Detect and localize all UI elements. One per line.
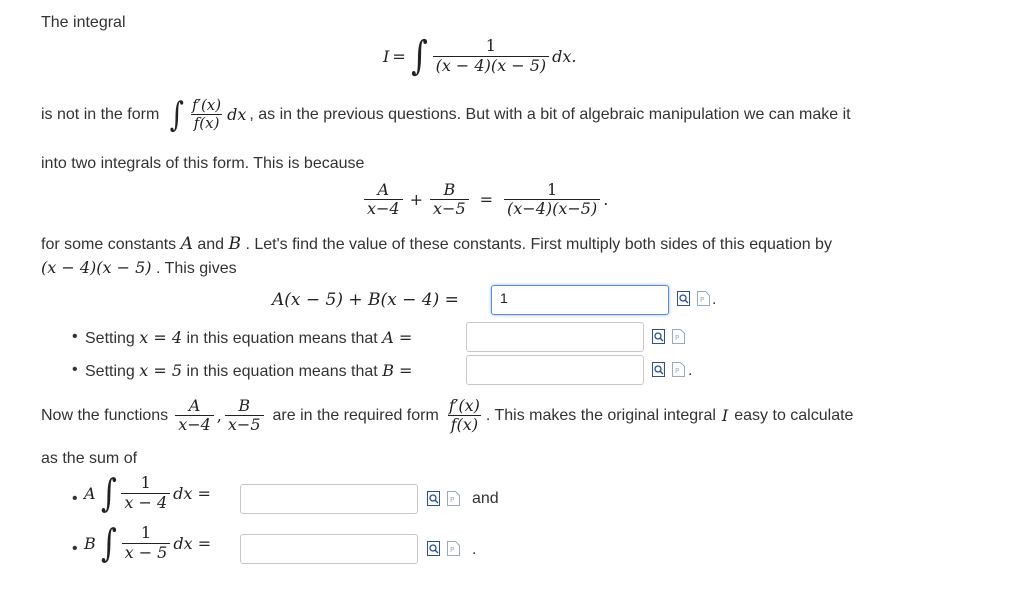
integral-I-display xyxy=(383,33,577,79)
partial-fraction-equation xyxy=(364,181,608,219)
setting-x4-line xyxy=(85,328,412,348)
bullet: • xyxy=(72,328,78,345)
help-doc-icon[interactable] xyxy=(447,491,460,506)
product-expr: (x − 4)(x − 5) xyxy=(41,258,152,277)
one-numerator: 1 xyxy=(547,180,558,199)
dx-label: dx. xyxy=(552,46,577,66)
svg-text:P: P xyxy=(700,296,705,304)
and-text: and xyxy=(197,236,225,253)
xm4-denominator: x−4 xyxy=(364,199,403,218)
equals-sign: = xyxy=(392,46,406,66)
xm5-denominator: x − 5 xyxy=(122,543,171,562)
help-doc-icon[interactable] xyxy=(672,329,685,344)
B-numerator: B xyxy=(238,396,251,415)
period-after-icons: . xyxy=(472,541,477,558)
fx-denominator: f(x) xyxy=(191,114,223,132)
A-value-input[interactable] xyxy=(466,322,644,352)
x-eq-5: x = 5 xyxy=(139,361,183,380)
B-over-xm5-inline xyxy=(225,397,264,435)
integral-sign: ∫ xyxy=(410,33,428,79)
integral-sign: ∫ xyxy=(100,521,117,565)
period-dot: . xyxy=(603,190,609,210)
constants-line xyxy=(41,234,832,254)
help-doc-icon[interactable] xyxy=(697,291,710,306)
integral-A-expr xyxy=(84,471,211,515)
const-A: A xyxy=(180,234,193,254)
xm5-denominator: x−5 xyxy=(430,199,469,218)
multiply-text: . Let's find the value of these constants. First multiply both sides of this equation by xyxy=(245,236,832,253)
one-numerator: 1 xyxy=(140,473,151,493)
xm4-denominator: x−4 xyxy=(175,415,214,434)
period-after-icons: . xyxy=(688,362,693,379)
I-symbol-inline: I xyxy=(721,406,729,426)
denominator: (x − 4)(x − 5) xyxy=(433,56,550,75)
into-two-text: into two integrals of this form. This is because xyxy=(41,155,365,172)
setting-x5-line xyxy=(85,361,412,381)
one-numerator: 1 xyxy=(140,523,152,543)
B-over-xm5 xyxy=(430,181,469,219)
xm5-denominator: x−5 xyxy=(225,415,264,434)
now-functions-text: Now the functions xyxy=(41,406,169,424)
for-some-text: for some constants xyxy=(41,236,177,253)
period-after-icons: . xyxy=(712,291,717,308)
B-eq: B = xyxy=(382,361,413,380)
fprime-numerator: f′(x) xyxy=(448,396,480,415)
easy-text: easy to calculate xyxy=(734,406,854,424)
equals-sign-2: = xyxy=(479,190,494,210)
means-text: in this equation means that xyxy=(186,363,378,380)
fprime-numerator: f′(x) xyxy=(192,96,222,114)
dx-label-form: dx xyxy=(227,105,247,125)
plus-sign: + xyxy=(409,190,424,210)
svg-text:P: P xyxy=(675,367,680,375)
I-symbol: I xyxy=(383,46,390,66)
bullet: • xyxy=(72,490,78,507)
B-value-input[interactable] xyxy=(466,355,644,385)
A-coefficient: A xyxy=(84,483,96,503)
bullet: • xyxy=(72,540,78,557)
help-doc-icon[interactable] xyxy=(447,541,460,556)
svg-text:P: P xyxy=(450,496,455,504)
not-form-rest: , as in the previous questions. But with a bit of algebraic manipulation we can make it xyxy=(249,105,851,123)
one-over-xm5 xyxy=(122,524,171,562)
preview-icon[interactable] xyxy=(427,541,440,556)
equation-answer-input[interactable]: 1 xyxy=(491,285,669,315)
xm4-denominator: x − 4 xyxy=(121,493,170,512)
makes-text: . This makes the original integral xyxy=(485,406,716,424)
dx-equals: dx = xyxy=(173,483,211,503)
not-form-text: is not in the form xyxy=(41,105,160,123)
setting-text: Setting xyxy=(85,363,135,380)
help-doc-icon[interactable] xyxy=(672,362,685,377)
this-gives-text: . This gives xyxy=(155,260,237,277)
integral-sign-small: ∫ xyxy=(170,94,185,135)
integrand-fraction xyxy=(433,37,550,75)
as-sum-text: as the sum of xyxy=(41,450,138,467)
preview-icon[interactable] xyxy=(652,329,665,344)
integral-A-input[interactable] xyxy=(240,484,418,514)
one-over-product xyxy=(504,181,600,219)
integral-B-expr xyxy=(84,521,212,565)
required-form-text: are in the required form xyxy=(272,406,439,424)
A-eq: A = xyxy=(382,328,413,347)
fx-denominator: f(x) xyxy=(448,415,481,434)
B-coefficient: B xyxy=(84,533,96,553)
integral-B-input[interactable] xyxy=(240,534,418,564)
A-numerator: A xyxy=(188,396,201,415)
not-form-line xyxy=(41,94,851,135)
fprime-over-f-inline xyxy=(446,397,483,435)
const-B: B xyxy=(228,234,242,254)
preview-icon[interactable] xyxy=(427,491,440,506)
lhs-equation: A(x − 5) + B(x − 4) = xyxy=(272,290,459,310)
A-numerator: A xyxy=(377,180,390,199)
intro-text: The integral xyxy=(41,14,126,31)
means-text: in this equation means that xyxy=(186,330,378,347)
svg-text:P: P xyxy=(675,334,680,342)
A-over-xm4 xyxy=(364,181,403,219)
numerator: 1 xyxy=(485,36,496,56)
functions-line xyxy=(41,397,853,435)
one-over-xm4 xyxy=(121,474,170,512)
bullet: • xyxy=(72,361,78,378)
dx-equals: dx = xyxy=(173,533,212,553)
A-over-xm4-inline xyxy=(175,397,214,435)
this-gives-line xyxy=(41,258,237,278)
integral-sign: ∫ xyxy=(100,471,117,515)
preview-icon[interactable] xyxy=(677,291,690,306)
svg-text:P: P xyxy=(450,546,455,554)
comma: , xyxy=(216,406,222,426)
B-numerator: B xyxy=(443,180,456,199)
setting-text: Setting xyxy=(85,330,135,347)
preview-icon[interactable] xyxy=(652,362,665,377)
x-eq-4: x = 4 xyxy=(139,328,183,347)
form-fraction xyxy=(189,97,224,133)
product-denominator: (x−4)(x−5) xyxy=(504,199,600,218)
and-text-end: and xyxy=(472,490,499,507)
